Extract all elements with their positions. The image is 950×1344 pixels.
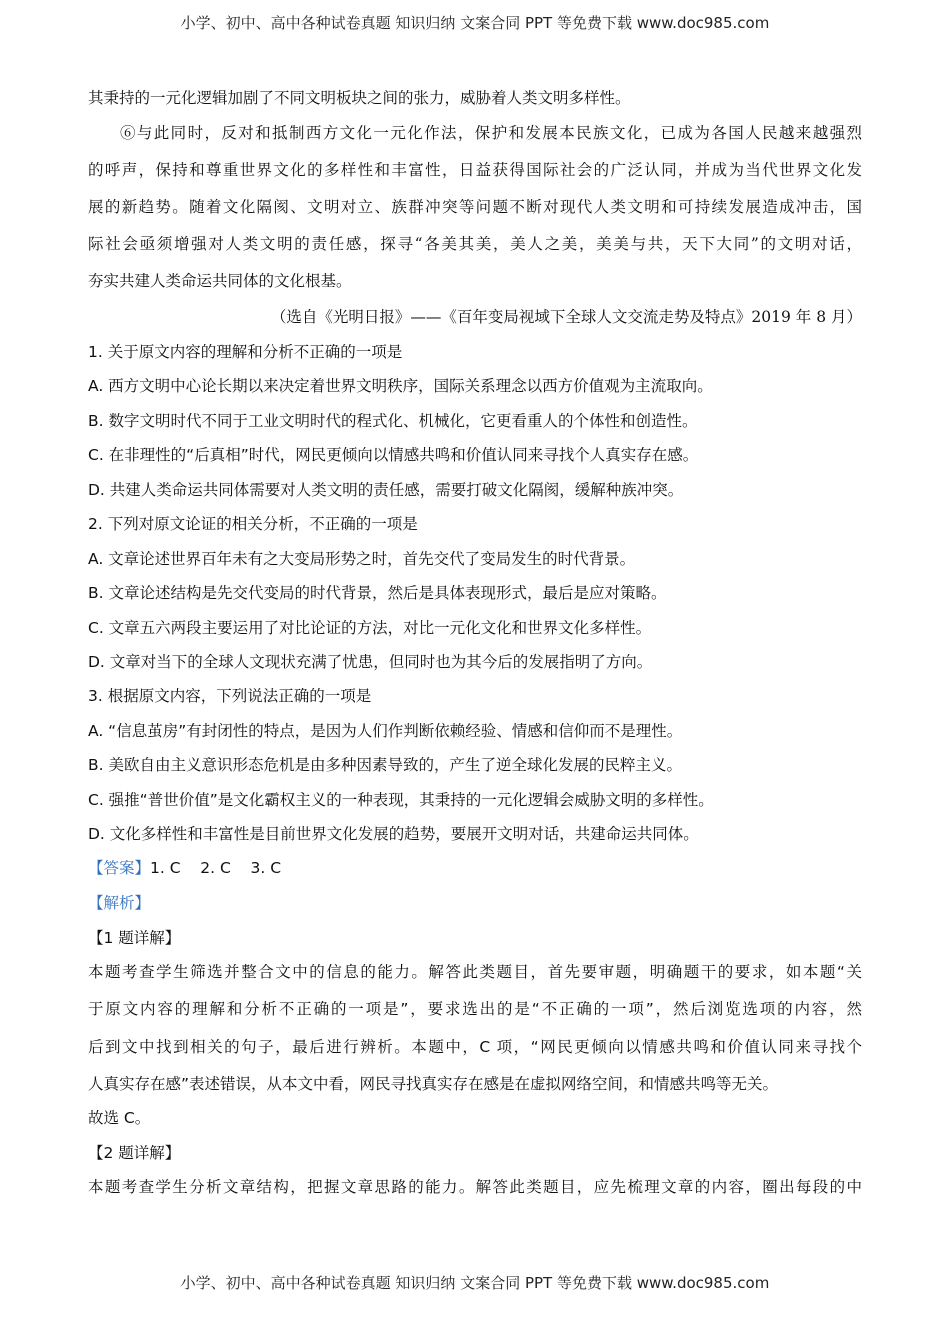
question-option: B. 数字文明时代不同于工业文明时代的程式化、机械化，它更看重人的个体性和创造性。 (88, 412, 698, 430)
detail-line: 本题考查学生分析文章结构，把握文章思路的能力。解答此类题目，应先梳理文章的内容，圈出每段的中 (88, 1178, 862, 1196)
question-option: A. “信息茧房”有封闭性的特点，是因为人们作判断依赖经验、情感和信仰而不是理性。 (88, 722, 683, 740)
page-header-banner: 小学、初中、高中各种试卷真题 知识归纳 文案合同 PPT 等免费下载 www.doc985.com (180, 14, 770, 32)
detail-line: 人真实存在感”表述错误，从本文中看，网民寻找真实存在感是在虚拟网络空间，和情感共鸣等无关。 (88, 1075, 779, 1093)
question-option: A. 西方文明中心论长期以来决定着世界文明秩序，国际关系理念以西方价值观为主流取向。 (88, 377, 713, 395)
detail-line: 故选 C。 (88, 1109, 151, 1127)
page-footer-banner: 小学、初中、高中各种试卷真题 知识归纳 文案合同 PPT 等免费下载 www.doc985.com (180, 1274, 770, 1292)
detail-line: 后到文中找到相关的句子，最后进行辨析。本题中，C 项，“网民更倾向以情感共鸣和价值认同来寻找个 (88, 1038, 862, 1056)
question-option: D. 文章对当下的全球人文现状充满了忧患，但同时也为其今后的发展指明了方向。 (88, 653, 653, 671)
question-option: A. 文章论述世界百年未有之大变局形势之时，首先交代了变局发生的时代背景。 (88, 550, 636, 568)
answer-label: 【答案】 (88, 859, 151, 877)
answer-text: 1. C 2. C 3. C (150, 859, 282, 877)
passage-line: 展的新趋势。随着文化隔阂、文明对立、族群冲突等问题不断对现代人类文明和可持续发展造成冲击，国 (88, 198, 862, 216)
question-stem: 1. 关于原文内容的理解和分析不正确的一项是 (88, 343, 403, 361)
question-stem: 2. 下列对原文论证的相关分析，不正确的一项是 (88, 515, 418, 533)
detail-2-title: 【2 题详解】 (88, 1144, 181, 1162)
question-option: B. 美欧自由主义意识形态危机是由多种因素导致的，产生了逆全球化发展的民粹主义。 (88, 756, 682, 774)
passage-line: ⑥与此同时，反对和抵制西方文化一元化作法，保护和发展本民族文化，已成为各国人民越来越强烈 (120, 124, 862, 142)
question-option: C. 在非理性的“后真相”时代，网民更倾向以情感共鸣和价值认同来寻找个人真实存在感。 (88, 446, 699, 464)
detail-1-title: 【1 题详解】 (88, 929, 181, 947)
question-option: D. 文化多样性和丰富性是目前世界文化发展的趋势，要展开文明对话，共建命运共同体。 (88, 825, 699, 843)
question-stem: 3. 根据原文内容，下列说法正确的一项是 (88, 687, 372, 705)
detail-line: 本题考查学生筛选并整合文中的信息的能力。解答此类题目，首先要审题，明确题干的要求，如本题“关 (88, 963, 862, 981)
analysis-label: 【解析】 (88, 894, 151, 912)
passage-line: 夯实共建人类命运共同体的文化根基。 (88, 272, 352, 290)
detail-line: 于原文内容的理解和分析不正确的一项是”，要求选出的是“不正确的一项”，然后浏览选项的内容，然 (88, 1000, 862, 1018)
question-option: C. 文章五六两段主要运用了对比论证的方法，对比一元化文化和世界文化多样性。 (88, 619, 652, 637)
question-option: D. 共建人类命运共同体需要对人类文明的责任感，需要打破文化隔阂，缓解种族冲突。 (88, 481, 684, 499)
answer-line (88, 858, 862, 878)
passage-line: 际社会亟须增强对人类文明的责任感，探寻“各美其美，美人之美，美美与共，天下大同”的文明对话， (88, 235, 862, 253)
question-option: C. 强推“普世价值”是文化霸权主义的一种表现，其秉持的一元化逻辑会威胁文明的多样性。 (88, 791, 714, 809)
question-option: B. 文章论述结构是先交代变局的时代背景，然后是具体表现形式，最后是应对策略。 (88, 584, 667, 602)
passage-line: 其秉持的一元化逻辑加剧了不同文明板块之间的张力，威胁着人类文明多样性。 (88, 89, 631, 107)
passage-line: 的呼声，保持和尊重世界文化的多样性和丰富性，日益获得国际社会的广泛认同，并成为当代世界文化发 (88, 161, 862, 179)
source-citation: （选自《光明日报》——《百年变局视域下全球人文交流走势及特点》2019 年 8 月） (270, 308, 862, 326)
